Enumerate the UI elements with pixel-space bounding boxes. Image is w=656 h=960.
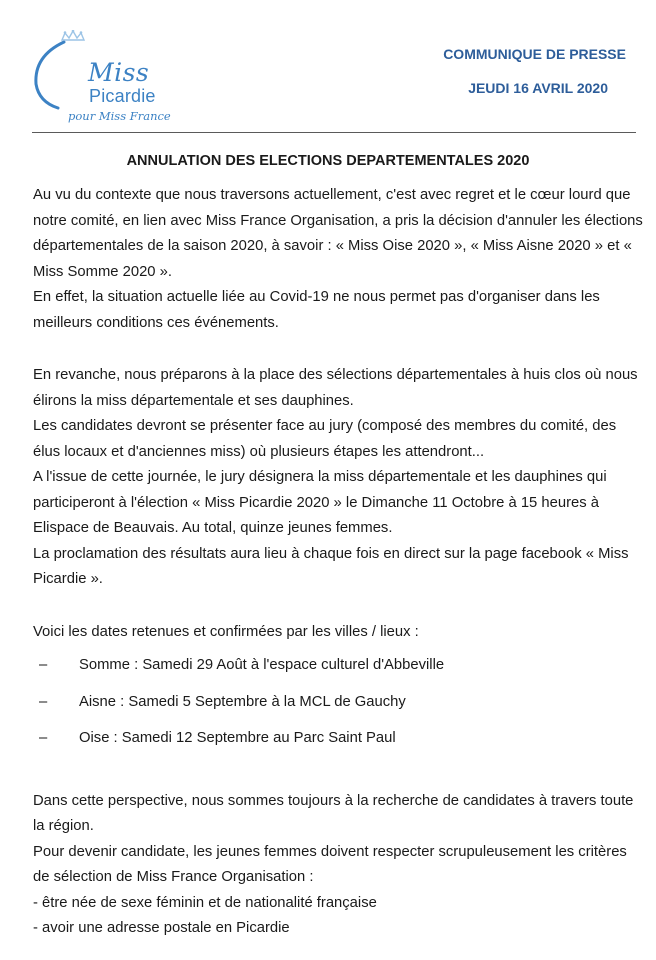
document-body (33, 183, 643, 942)
dates-intro: Voici les dates retenues et confirmées par les villes / lieux : (33, 623, 419, 640)
logo-tagline: pour Miss France (68, 109, 171, 123)
paragraph: Dans cette perspective, nous sommes toujours à la recherche de candidates à travers toute la région. (33, 792, 634, 834)
paragraph: En revanche, nous préparons à la place des sélections départementales à huis clos où nous élirons la miss départementale et ses dauphines. (33, 367, 638, 409)
paragraph: Les candidates devront se présenter face au jury (composé des membres du comité, des élus locaux et d'anciennes miss) où plusieurs étapes les attendront... (33, 418, 617, 460)
logo-region-text: Picardie (89, 86, 156, 106)
list-item: – Oise : Samedi 12 Septembre au Parc Saint Paul (39, 730, 396, 746)
header-divider (32, 132, 636, 133)
paragraph: Au vu du contexte que nous traversons actuellement, c'est avec regret et le cœur lourd que notre comité, en lien avec Miss France Organisation, a pris la décision d'annuler les élections départementales de la saison 2020, à savoir : « Miss Oise 2020 », « Miss Aisne 2020 » et « Miss Somme 2020 ». (33, 187, 643, 280)
paragraph: A l'issue de cette journée, le jury désignera la miss départementale et les dauphines qui participeront à l'élection « Miss Picardie 2020 » le Dimanche 11 Octobre à 15 heures à Elispace de Beauvais. Au total, quinze jeunes femmes. (33, 469, 607, 536)
document-title: ANNULATION DES ELECTIONS DEPARTEMENTALES 2020 (126, 153, 530, 169)
criteria-item: - être née de sexe féminin et de nationalité française (33, 894, 377, 911)
list-item: – Somme : Samedi 29 Août à l'espace culturel d'Abbeville (39, 657, 445, 673)
paragraph: En effet, la situation actuelle liée au Covid-19 ne nous permet pas d'organiser dans les meilleurs conditions ces événements. (33, 289, 600, 331)
dates-list (33, 653, 643, 752)
press-release-label: COMMUNIQUE DE PRESSE (443, 46, 626, 62)
press-release-date: JEUDI 16 AVRIL 2020 (468, 80, 608, 96)
miss-picardie-logo (28, 30, 171, 123)
press-header (443, 46, 626, 96)
list-item: – Aisne : Samedi 5 Septembre à la MCL de Gauchy (39, 693, 406, 710)
paragraph: Pour devenir candidate, les jeunes femmes doivent respecter scrupuleusement les critères de sélection de Miss France Organisation : (33, 843, 627, 885)
criteria-item: - avoir une adresse postale en Picardie (33, 920, 290, 936)
paragraph: La proclamation des résultats aura lieu à chaque fois en direct sur la page facebook « Miss Picardie ». (33, 545, 629, 587)
logo-miss-text: Miss (88, 58, 150, 87)
